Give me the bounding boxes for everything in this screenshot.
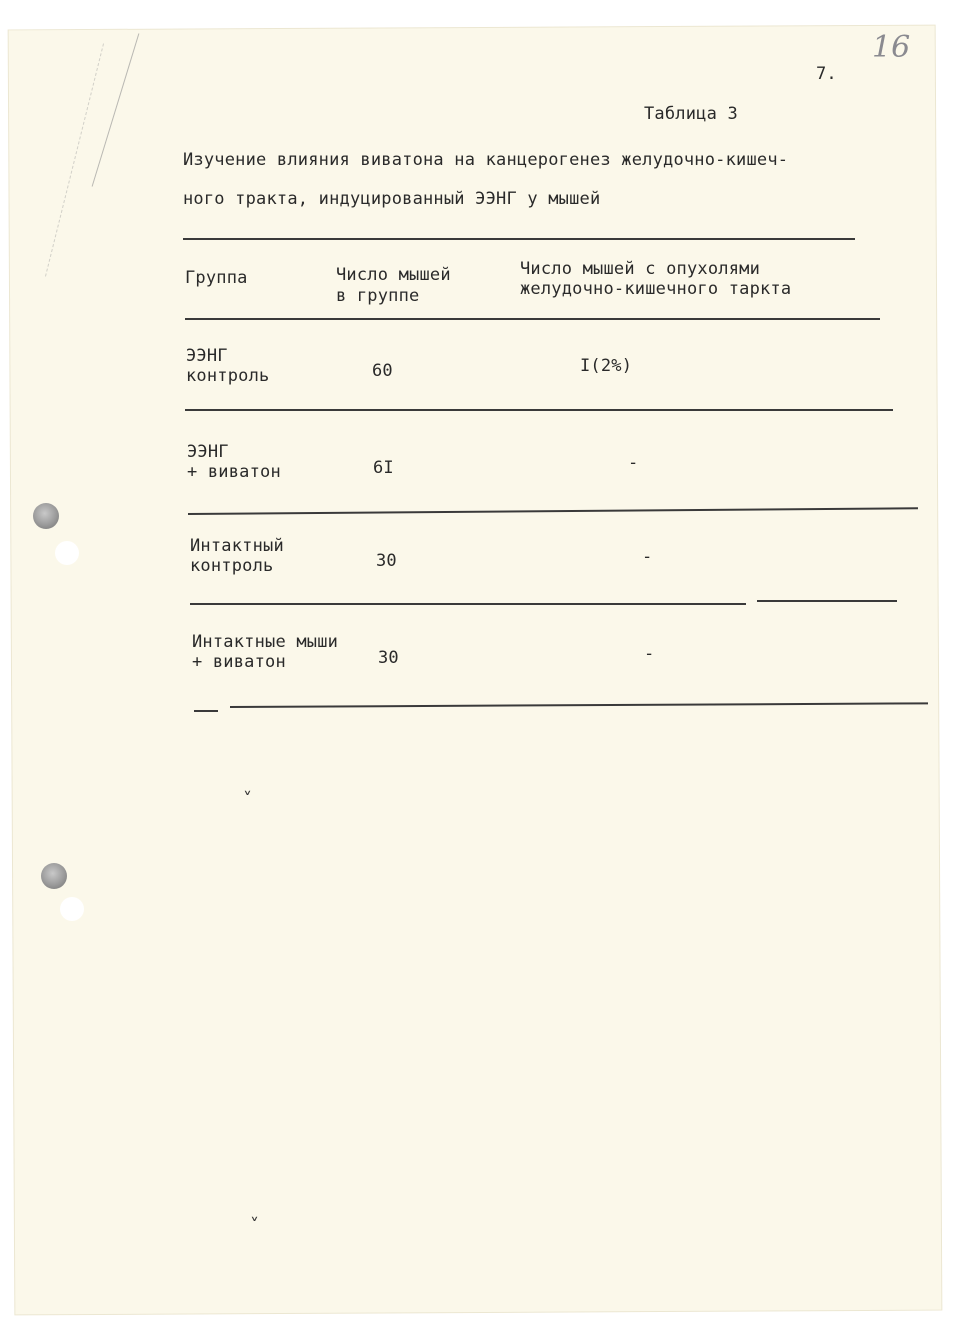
row-rule [185, 409, 893, 411]
table-title-line-2: ного тракта, индуцированный ЭЭНГ у мышей [183, 189, 601, 209]
row-count: 60 [372, 361, 393, 381]
punch-hole [33, 503, 59, 529]
table-title-line-1: Изучение влияния виватона на канцерогенез желудочно-кишеч- [183, 150, 789, 170]
page-number: 7. [816, 64, 837, 84]
header-rule [185, 318, 880, 320]
row-group-line-1: Интактные мыши [192, 632, 339, 652]
stray-mark: ˅ [250, 1215, 259, 1236]
punch-hole-highlight [60, 897, 84, 921]
row-group-line-2: + виватон [187, 462, 281, 482]
row-tumors: - [628, 453, 639, 473]
header-count-line-1: Число мышей [336, 265, 451, 285]
row-group-line-1: ЭЭНГ [187, 442, 229, 462]
header-count-line-2: в группе [336, 286, 420, 306]
header-tumors-line-2: желудочно-кишечного таркта [520, 279, 792, 299]
row-rule [190, 603, 746, 605]
row-rule [757, 600, 897, 602]
row-group-line-1: ЭЭНГ [186, 346, 228, 366]
row-group-line-2: контроль [186, 366, 270, 386]
row-group-line-2: контроль [190, 556, 274, 576]
row-group-line-1: Интактный [190, 536, 284, 556]
row-tumors: I(2%) [580, 356, 633, 376]
punch-hole [41, 863, 67, 889]
handwritten-page-number: 16 [872, 30, 911, 65]
header-tumors-line-1: Число мышей с опухолями [520, 259, 761, 279]
row-count: 6I [373, 458, 394, 478]
row-tumors: - [644, 644, 655, 664]
row-tumors: - [642, 547, 653, 567]
row-group-line-2: + виватон [192, 652, 286, 672]
row-count: 30 [376, 551, 397, 571]
row-count: 30 [378, 648, 399, 668]
table-top-rule [183, 238, 855, 240]
table-bottom-rule [194, 710, 218, 712]
stray-mark: ˅ [243, 789, 252, 810]
paper-sheet [9, 26, 942, 1315]
table-label: Таблица 3 [644, 104, 738, 124]
punch-hole-highlight [55, 541, 79, 565]
header-group: Группа [185, 268, 248, 288]
